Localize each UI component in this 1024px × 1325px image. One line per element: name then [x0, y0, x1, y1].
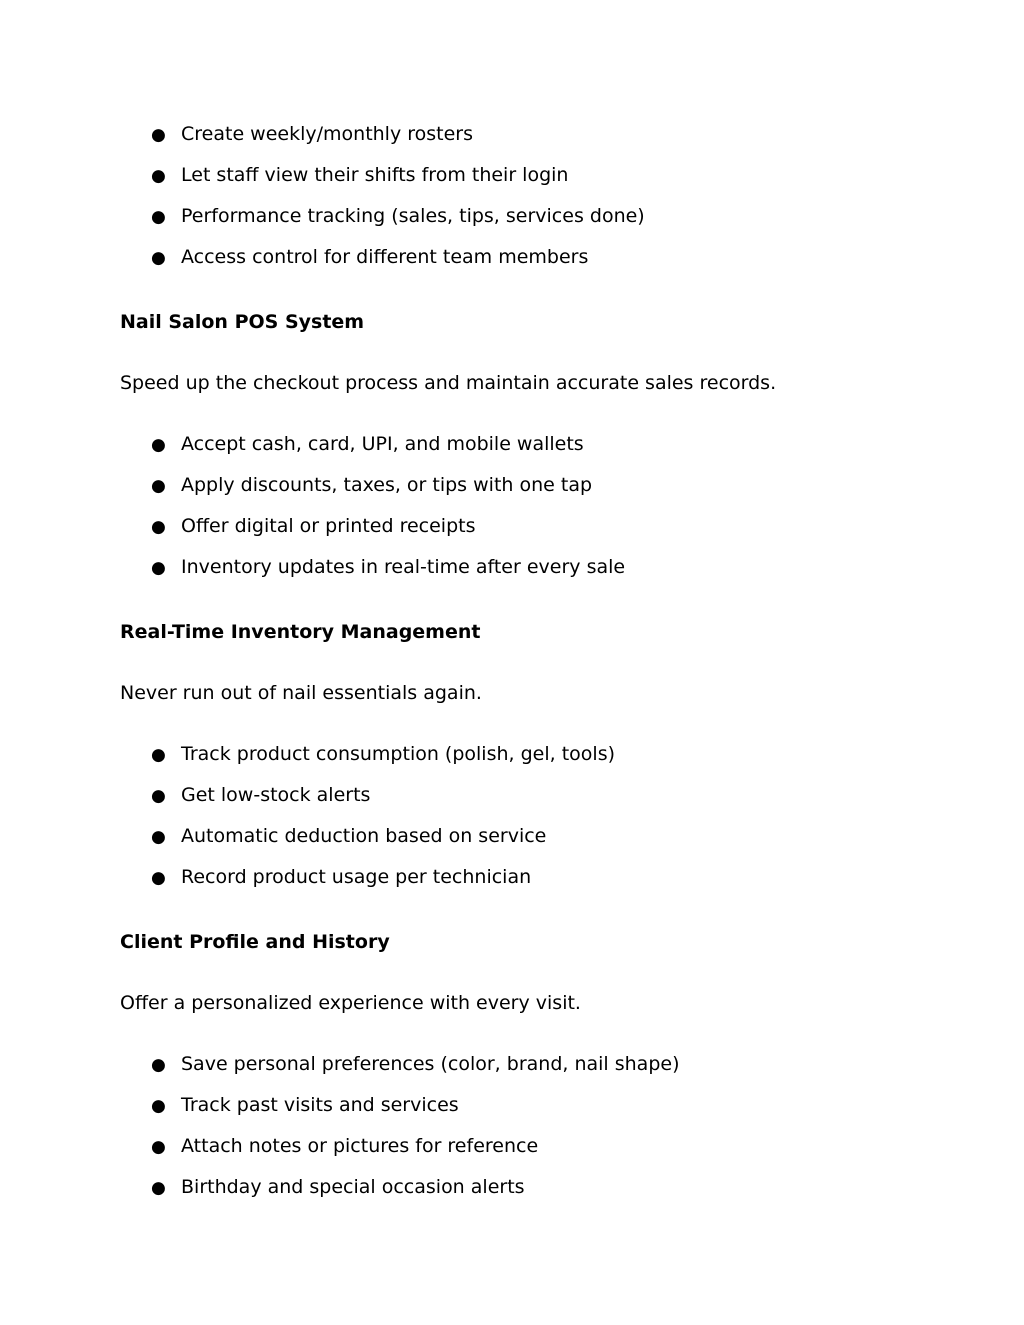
list-item-text: Get low-stock alerts [181, 784, 371, 806]
bullet-icon: ● [151, 558, 166, 578]
list-item [151, 555, 625, 579]
list-item [151, 824, 546, 848]
bullet-icon: ● [151, 517, 166, 537]
list-item [151, 473, 592, 497]
list-item-text: Track past visits and services [181, 1094, 459, 1116]
list-item [151, 245, 588, 269]
bullet-icon: ● [151, 827, 166, 847]
list-item-text: Save personal preferences (color, brand, nail shape) [181, 1053, 680, 1075]
section-intro-inventory: Never run out of nail essentials again. [120, 682, 482, 704]
list-item [151, 432, 584, 456]
section-intro-pos: Speed up the checkout process and maintain accurate sales records. [120, 372, 777, 394]
bullet-icon: ● [151, 786, 166, 806]
bullet-icon: ● [151, 476, 166, 496]
bullet-icon: ● [151, 1178, 166, 1198]
list-item [151, 865, 531, 889]
bullet-icon: ● [151, 248, 166, 268]
bullet-icon: ● [151, 1096, 166, 1116]
list-item-text: Offer digital or printed receipts [181, 515, 476, 537]
section-intro-client-profile: Offer a personalized experience with every visit. [120, 992, 581, 1014]
list-item [151, 1175, 525, 1199]
list-item-text: Apply discounts, taxes, or tips with one tap [181, 474, 593, 496]
list-item [151, 1134, 538, 1158]
list-item-text: Inventory updates in real-time after every sale [181, 556, 626, 578]
list-item [151, 1052, 680, 1076]
list-item-text: Performance tracking (sales, tips, services done) [181, 205, 645, 227]
list-item [151, 1093, 459, 1117]
list-item-text: Automatic deduction based on service [181, 825, 547, 847]
list-item-text: Attach notes or pictures for reference [181, 1135, 539, 1157]
list-item [151, 122, 473, 146]
section-heading-pos: Nail Salon POS System [120, 311, 365, 333]
list-item-text: Let staff view their shifts from their login [181, 164, 569, 186]
bullet-icon: ● [151, 166, 166, 186]
list-item-text: Accept cash, card, UPI, and mobile wallets [181, 433, 584, 455]
list-item-text: Create weekly/monthly rosters [181, 123, 474, 145]
list-item-text: Access control for different team members [181, 246, 589, 268]
list-item-text: Record product usage per technician [181, 866, 532, 888]
bullet-icon: ● [151, 868, 166, 888]
bullet-icon: ● [151, 745, 166, 765]
bullet-icon: ● [151, 435, 166, 455]
list-item [151, 204, 645, 228]
list-item [151, 514, 476, 538]
section-heading-client-profile: Client Profile and History [120, 931, 390, 953]
bullet-icon: ● [151, 1137, 166, 1157]
bullet-icon: ● [151, 1055, 166, 1075]
list-item [151, 163, 568, 187]
list-item [151, 783, 370, 807]
list-item-text: Birthday and special occasion alerts [181, 1176, 525, 1198]
list-item [151, 742, 615, 766]
section-heading-inventory: Real-Time Inventory Management [120, 621, 481, 643]
bullet-icon: ● [151, 207, 166, 227]
list-item-text: Track product consumption (polish, gel, tools) [181, 743, 616, 765]
bullet-icon: ● [151, 125, 166, 145]
